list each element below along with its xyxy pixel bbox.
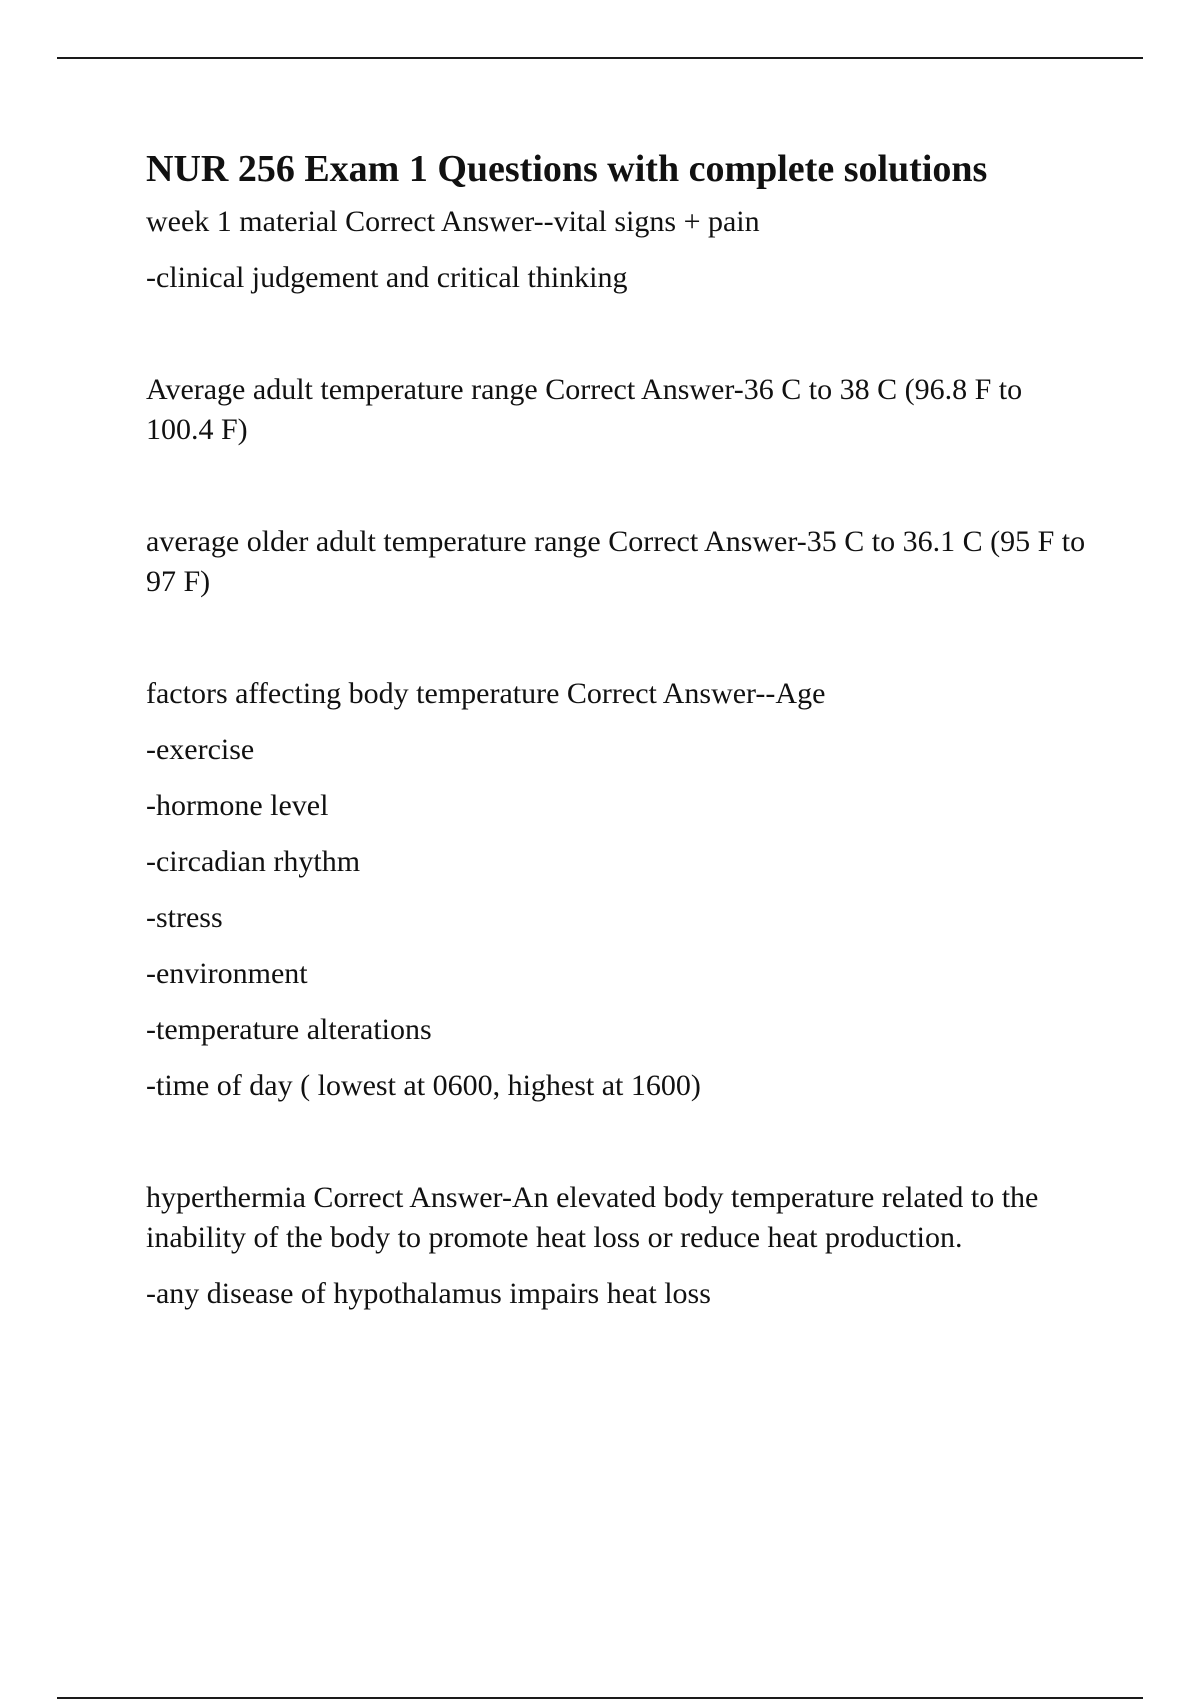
qa-text: Average adult temperature range Correct Answer-36 C to 38 C (96.8 F to 100.4 F) [146, 373, 1023, 446]
qa-list-item: -stress [146, 901, 223, 934]
top-rule [57, 57, 1143, 59]
qa-list-item: -exercise [146, 733, 255, 766]
bottom-rule [57, 1697, 1143, 1699]
page-title: NUR 256 Exam 1 Questions with complete solutions [146, 148, 988, 190]
qa-entry-factors-body-temperature [146, 674, 1086, 1106]
qa-text: average older adult temperature range Correct Answer-35 C to 36.1 C (95 F to 97 F) [146, 525, 1086, 598]
qa-entry-hyperthermia [146, 1178, 1086, 1314]
qa-entry-week-1-material [146, 202, 1086, 298]
document-body [146, 146, 1086, 1314]
qa-list-item: -environment [146, 957, 308, 990]
qa-text: hyperthermia Correct Answer-An elevated body temperature related to the inability of the body to promote heat loss or reduce heat production. [146, 1181, 1039, 1254]
qa-list-item: -any disease of hypothalamus impairs heat loss [146, 1277, 711, 1310]
qa-list-item: -circadian rhythm [146, 845, 361, 878]
qa-list-item: -time of day ( lowest at 0600, highest at 1600) [146, 1069, 701, 1102]
qa-text: week 1 material Correct Answer--vital signs + pain [146, 205, 760, 238]
qa-text: factors affecting body temperature Correct Answer--Age [146, 677, 826, 710]
qa-list-item: -temperature alterations [146, 1013, 432, 1046]
qa-entry-adult-temperature [146, 370, 1086, 450]
qa-entry-older-adult-temperature [146, 522, 1086, 602]
qa-list-item: -clinical judgement and critical thinking [146, 261, 628, 294]
qa-list-item: -hormone level [146, 789, 329, 822]
